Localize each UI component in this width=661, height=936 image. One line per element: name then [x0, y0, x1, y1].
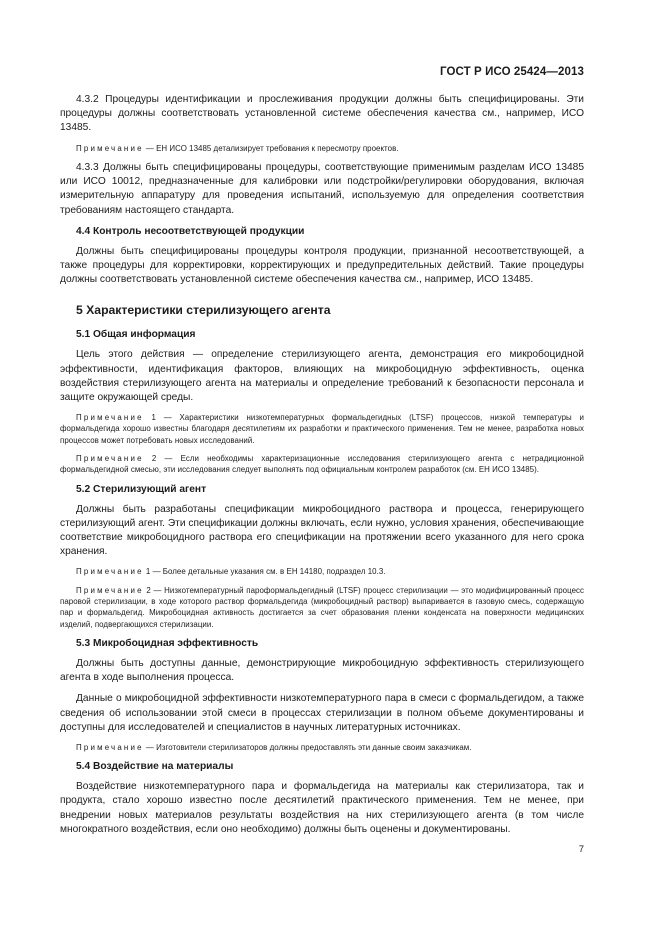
section-heading: 5 Характеристики стерилизующего агента	[76, 303, 331, 318]
subsection-heading: 5.1 Общая информация	[76, 329, 196, 341]
note-text: 2 — Если необходимы характеризационные исследования стерилизующего агента с нетрадиционной формальдегидной смесью, эти исследования следует выполнять под официальным контролем разработок (см. ЕН ИСО 13485).	[60, 454, 584, 475]
note	[60, 585, 584, 630]
note	[60, 143, 584, 154]
standard-header: ГОСТ Р ИСО 25424—2013	[439, 66, 584, 78]
note-label: Примечание	[76, 454, 144, 464]
document-page	[60, 0, 584, 936]
subsection-heading: 5.2 Стерилизующий агент	[76, 483, 207, 495]
note-text: 2 — Низкотемпературный пароформальдегидный (LTSF) процесс стерилизации — это модифицированный процесс паровой стерилизации, в ходе которого раствор формальдегида (микробоцидный раствор) выпаривается в газовую смесь, содержащую пар и формальдегид. Микробоцидная активность достигается за счет образования пленки конденсата на поверхности медицинских изделий, подвергающихся стерилизации.	[60, 585, 584, 629]
paragraph: Должны быть доступны данные, демонстрирующие микробоцидную эффективность стерилизующего агента в ходе выполнения процесса.	[60, 657, 584, 684]
note-text: 1 — Более детальные указания см. в ЕН 14180, подраздел 10.3.	[143, 567, 386, 577]
paragraph: Данные о микробоцидной эффективности низкотемпературного пара в смеси с формальдегидом, а также сведения об использовании этой смеси в процессах стерилизации в полном объеме документированы и доступны для исследователей и специалистов в научных литературных источниках.	[60, 693, 584, 733]
paragraph: Цель этого действия — определение стерилизующего агента, демонстрация его микробоцидной эффективности, идентификация факторов, влияющих на микробоцидную эффективность, оценка воздействия стерилизующего агента на материалы и определение требований к безопасности персонала и защите окружающей среды.	[60, 349, 584, 403]
note	[60, 566, 584, 577]
paragraph: 4.3.3 Должны быть специфицированы процедуры, соответствующие применимым разделам ИСО 13485 или ИСО 10012, предназначенные для калибровки или подстройки/регулировки оборудования, включая измерительную аппаратуру для проведения испытаний, используемую для определения соответствия требованиям настоящего стандарта.	[60, 161, 584, 216]
note-text: 1 — Характеристики низкотемпературных формальдегидных (LTSF) процессов, низкой температуры и формальдегида хорошо известны благодаря десятилетиям их разработки и практического применения. Тем не менее, разработка новых процессов может потребовать новых исследований.	[60, 413, 584, 445]
paragraph: 4.3.2 Процедуры идентификации и прослеживания продукции должны быть специфицированы. Эти процедуры должны соответствовать установленной системе обеспечения качества см., например, ИСО 13485.	[60, 94, 584, 134]
note	[60, 412, 584, 446]
paragraph: Должны быть специфицированы процедуры контроля продукции, признанной несоответствующей, а также процедуры для корректировки, корректирующих и предупредительных действий. Такие процедуры должны соответствовать установленной системе обеспечения качества см., например, ИСО 13485.	[60, 245, 584, 286]
page-number: 7	[578, 844, 584, 855]
note	[60, 453, 584, 476]
note-label: Примечание	[76, 413, 144, 423]
note-label: Примечание	[76, 585, 144, 595]
paragraph: Должны быть разработаны спецификации микробоцидного раствора и процесса, генерирующего стерилизующий агент. Эти спецификации должны включать, если нужно, условия хранения, обеспечивающие соответствие микробоцидного раствора его спецификации на протяжении всего указанного для него срока хранения.	[60, 503, 584, 558]
note	[60, 742, 584, 753]
paragraph: Воздействие низкотемпературного пара и формальдегида на материалы как стерилизатора, так и продукта, стало хорошо известно после десятилетий практического применения. Тем не менее, при внедрении новых материалов результаты воздействия на них стерилизующего агента (в том числе многократного воздействия, если оно необходимо) должны быть оценены и документированы.	[60, 781, 584, 835]
subsection-heading: 5.4 Воздействие на материалы	[76, 761, 234, 773]
document-body	[60, 93, 584, 844]
note-text: — ЕН ИСО 13485 детализирует требования к пересмотру проектов.	[143, 143, 399, 153]
note-text: — Изготовители стерилизаторов должны предоставлять эти данные своим заказчикам.	[143, 742, 472, 752]
note-label: Примечание	[76, 143, 144, 153]
note-label: Примечание	[76, 567, 144, 577]
note-label: Примечание	[76, 742, 144, 752]
subsection-heading: 5.3 Микробоцидная эффективность	[76, 637, 259, 649]
subsection-heading: 4.4 Контроль несоответствующей продукции	[76, 225, 305, 237]
